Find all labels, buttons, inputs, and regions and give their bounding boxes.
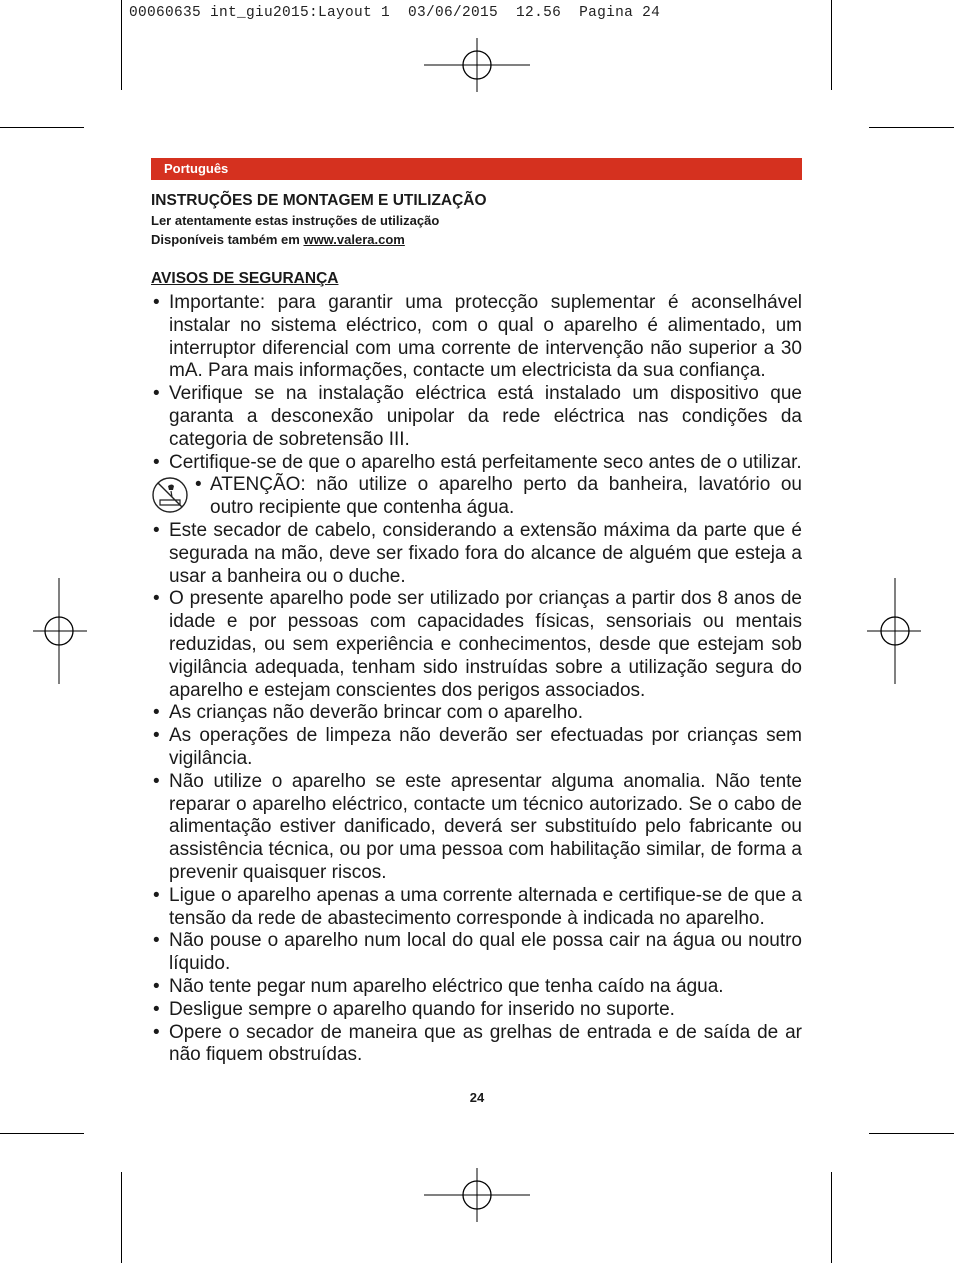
registration-mark-bottom-icon (424, 1168, 530, 1222)
crop-mark-top-left-h (0, 127, 84, 128)
list-item: • Não tente pegar num aparelho eléctrico que tenha caído na água. (151, 976, 802, 999)
list-item: • O presente aparelho pode ser utilizado por crianças a partir dos 8 anos de idade e por pessoas com capacidades físicas, sensoriais ou mentais reduzidas, ou sem experiência e conhecimentos, desde que estejam sob vigilância adequada, tenham sido instruídas sobre a utilização segura do aparelho e estejam conscientes dos perigos associados. (151, 588, 802, 702)
no-dryer-near-water-icon (151, 476, 189, 514)
document-header (151, 191, 802, 249)
section-title: AVISOS DE SEGURANÇA (151, 270, 339, 287)
crop-mark-top-left-v (121, 0, 122, 90)
crop-mark-bottom-left-h (0, 1133, 84, 1134)
list-item: • Verifique se na instalação eléctrica está instalado um dispositivo que garanta a desconexão unipolar da rede eléctrica nas condições da categoria de sobretensão III. (151, 383, 802, 451)
list-item: • As operações de limpeza não deverão ser efectuadas por crianças sem vigilância. (151, 725, 802, 771)
list-item: • As crianças não deverão brincar com o aparelho. (151, 702, 802, 725)
list-item: • Não utilize o aparelho se este apresentar alguma anomalia. Não tente reparar o aparelho eléctrico, contacte um técnico autorizado. Se o cabo de alimentação estiver danificado, deverá ser substituído pelo fabricante ou assistência técnica, ou por uma pessoa com habilitação similar, de forma a prevenir quaisquer riscos. (151, 771, 802, 885)
crop-mark-bottom-right-v (831, 1172, 832, 1263)
list-item-water-warning (151, 474, 802, 520)
warnings-list (151, 292, 802, 1067)
list-item: • Não pouse o aparelho num local do qual ele possa cair na água ou noutro líquido. (151, 930, 802, 976)
list-item: • Este secador de cabelo, considerando a extensão máxima da parte que é segurada na mão, deve ser fixado fora do alcance de alguém que esteja a usar a banheira ou o duche. (151, 520, 802, 588)
registration-mark-left-icon (33, 578, 87, 684)
registration-mark-right-icon (867, 578, 921, 684)
crop-mark-bottom-right-h (869, 1133, 954, 1134)
list-item: • Certifique-se de que o aparelho está perfeitamente seco antes de o utilizar. (151, 452, 802, 475)
document-subtitle: Ler atentamente estas instruções de utilização (151, 213, 440, 228)
list-item: • Opere o secador de maneira que as grelhas de entrada e de saída de ar não fiquem obstruídas. (151, 1022, 802, 1068)
document-title: INSTRUÇÕES DE MONTAGEM E UTILIZAÇÃO (151, 192, 487, 209)
print-slug-line: 00060635 int_giu2015:Layout 1 03/06/2015 12.56 Pagina 24 (129, 5, 661, 21)
language-label: Português (164, 161, 229, 176)
crop-mark-bottom-left-v (121, 1172, 122, 1263)
website-link[interactable]: www.valera.com (303, 232, 405, 247)
language-bar (151, 158, 802, 180)
registration-mark-top-icon (424, 38, 530, 92)
list-item: • Desligue sempre o aparelho quando for inserido no suporte. (151, 999, 802, 1022)
list-item: • Importante: para garantir uma protecção suplementar é aconselhável instalar no sistema eléctrico, com o qual o aparelho é alimentado, um interruptor diferencial com uma corrente de intervenção não superior a 30 mA. Para mais informações, contacte um electricista da sua confiança. (151, 292, 802, 383)
availability-prefix: Disponíveis também em (151, 232, 300, 247)
availability-line (151, 230, 802, 249)
page-number: 24 (469, 1090, 485, 1105)
water-warning-text: ATENÇÃO: não utilize o aparelho perto da banheira, lavatório ou outro recipiente que contenha água. (210, 474, 802, 519)
crop-mark-top-right-h (869, 127, 954, 128)
crop-mark-top-right-v (831, 0, 832, 90)
list-item: • Ligue o aparelho apenas a uma corrente alternada e certifique-se de que a tensão da rede de abastecimento corresponde à indicada no aparelho. (151, 885, 802, 931)
